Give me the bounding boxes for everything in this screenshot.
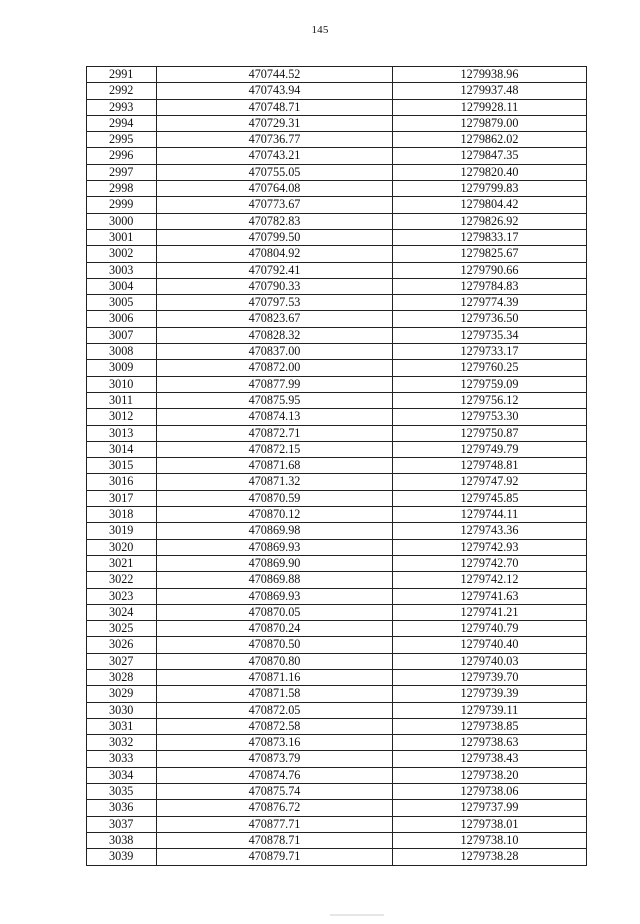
table-row — [87, 523, 587, 539]
y-coordinate-cell: 1279740.03 — [393, 653, 587, 669]
point-number-cell: 3002 — [87, 246, 157, 262]
table-row — [87, 213, 587, 229]
point-number-cell: 3015 — [87, 458, 157, 474]
x-coordinate-cell: 470874.13 — [157, 409, 393, 425]
point-number-cell: 2998 — [87, 181, 157, 197]
point-number-cell: 2995 — [87, 132, 157, 148]
x-coordinate-cell: 470837.00 — [157, 344, 393, 360]
table-row — [87, 360, 587, 376]
y-coordinate-cell: 1279739.70 — [393, 669, 587, 685]
table-row — [87, 132, 587, 148]
table-row — [87, 735, 587, 751]
table-row — [87, 588, 587, 604]
y-coordinate-cell: 1279938.96 — [393, 67, 587, 83]
y-coordinate-cell: 1279740.79 — [393, 621, 587, 637]
table-row — [87, 816, 587, 832]
x-coordinate-cell: 470869.93 — [157, 539, 393, 555]
x-coordinate-cell: 470755.05 — [157, 164, 393, 180]
table-row — [87, 702, 587, 718]
y-coordinate-cell: 1279804.42 — [393, 197, 587, 213]
point-number-cell: 2999 — [87, 197, 157, 213]
x-coordinate-cell: 470878.71 — [157, 832, 393, 848]
y-coordinate-cell: 1279742.12 — [393, 572, 587, 588]
y-coordinate-cell: 1279847.35 — [393, 148, 587, 164]
y-coordinate-cell: 1279820.40 — [393, 164, 587, 180]
x-coordinate-cell: 470872.00 — [157, 360, 393, 376]
point-number-cell: 3028 — [87, 669, 157, 685]
table-row — [87, 849, 587, 865]
x-coordinate-cell: 470804.92 — [157, 246, 393, 262]
table-row — [87, 181, 587, 197]
point-number-cell: 3038 — [87, 832, 157, 848]
y-coordinate-cell: 1279799.83 — [393, 181, 587, 197]
y-coordinate-cell: 1279738.10 — [393, 832, 587, 848]
table-row — [87, 441, 587, 457]
x-coordinate-cell: 470743.94 — [157, 83, 393, 99]
y-coordinate-cell: 1279735.34 — [393, 327, 587, 343]
x-coordinate-cell: 470869.98 — [157, 523, 393, 539]
y-coordinate-cell: 1279738.28 — [393, 849, 587, 865]
point-number-cell: 3016 — [87, 474, 157, 490]
table-row — [87, 751, 587, 767]
table-row — [87, 246, 587, 262]
table-row — [87, 555, 587, 571]
table-row — [87, 767, 587, 783]
table-row — [87, 572, 587, 588]
point-number-cell: 3006 — [87, 311, 157, 327]
x-coordinate-cell: 470875.95 — [157, 392, 393, 408]
point-number-cell: 3030 — [87, 702, 157, 718]
coordinates-table — [86, 66, 587, 866]
point-number-cell: 3018 — [87, 507, 157, 523]
table-row — [87, 295, 587, 311]
x-coordinate-cell: 470872.71 — [157, 425, 393, 441]
y-coordinate-cell: 1279744.11 — [393, 507, 587, 523]
point-number-cell: 3012 — [87, 409, 157, 425]
point-number-cell: 2994 — [87, 115, 157, 131]
x-coordinate-cell: 470871.68 — [157, 458, 393, 474]
y-coordinate-cell: 1279743.36 — [393, 523, 587, 539]
x-coordinate-cell: 470790.33 — [157, 278, 393, 294]
table-row — [87, 327, 587, 343]
table-row — [87, 490, 587, 506]
point-number-cell: 3033 — [87, 751, 157, 767]
table-row — [87, 148, 587, 164]
point-number-cell: 2992 — [87, 83, 157, 99]
y-coordinate-cell: 1279833.17 — [393, 229, 587, 245]
page-number: 145 — [311, 24, 329, 36]
point-number-cell: 3000 — [87, 213, 157, 229]
x-coordinate-cell: 470744.52 — [157, 67, 393, 83]
x-coordinate-cell: 470748.71 — [157, 99, 393, 115]
table-row — [87, 507, 587, 523]
x-coordinate-cell: 470869.88 — [157, 572, 393, 588]
point-number-cell: 3004 — [87, 278, 157, 294]
table-row — [87, 621, 587, 637]
x-coordinate-cell: 470870.80 — [157, 653, 393, 669]
table-row — [87, 604, 587, 620]
point-number-cell: 3032 — [87, 735, 157, 751]
point-number-cell: 3035 — [87, 784, 157, 800]
x-coordinate-cell: 470874.76 — [157, 767, 393, 783]
table-row — [87, 311, 587, 327]
y-coordinate-cell: 1279738.85 — [393, 718, 587, 734]
x-coordinate-cell: 470871.16 — [157, 669, 393, 685]
table-row — [87, 425, 587, 441]
point-number-cell: 3039 — [87, 849, 157, 865]
x-coordinate-cell: 470877.99 — [157, 376, 393, 392]
y-coordinate-cell: 1279937.48 — [393, 83, 587, 99]
y-coordinate-cell: 1279739.39 — [393, 686, 587, 702]
point-number-cell: 3026 — [87, 637, 157, 653]
point-number-cell: 3005 — [87, 295, 157, 311]
y-coordinate-cell: 1279738.63 — [393, 735, 587, 751]
x-coordinate-cell: 470872.05 — [157, 702, 393, 718]
table-row — [87, 83, 587, 99]
point-number-cell: 3010 — [87, 376, 157, 392]
point-number-cell: 3031 — [87, 718, 157, 734]
point-number-cell: 3001 — [87, 229, 157, 245]
y-coordinate-cell: 1279741.21 — [393, 604, 587, 620]
y-coordinate-cell: 1279736.50 — [393, 311, 587, 327]
y-coordinate-cell: 1279862.02 — [393, 132, 587, 148]
point-number-cell: 3036 — [87, 800, 157, 816]
point-number-cell: 3019 — [87, 523, 157, 539]
y-coordinate-cell: 1279759.09 — [393, 376, 587, 392]
x-coordinate-cell: 470792.41 — [157, 262, 393, 278]
point-number-cell: 3027 — [87, 653, 157, 669]
point-number-cell: 3023 — [87, 588, 157, 604]
point-number-cell: 3011 — [87, 392, 157, 408]
x-coordinate-cell: 470877.71 — [157, 816, 393, 832]
x-coordinate-cell: 470879.71 — [157, 849, 393, 865]
x-coordinate-cell: 470823.67 — [157, 311, 393, 327]
x-coordinate-cell: 470782.83 — [157, 213, 393, 229]
point-number-cell: 3013 — [87, 425, 157, 441]
y-coordinate-cell: 1279738.43 — [393, 751, 587, 767]
x-coordinate-cell: 470828.32 — [157, 327, 393, 343]
point-number-cell: 3008 — [87, 344, 157, 360]
y-coordinate-cell: 1279747.92 — [393, 474, 587, 490]
point-number-cell: 3037 — [87, 816, 157, 832]
x-coordinate-cell: 470872.15 — [157, 441, 393, 457]
table-row — [87, 229, 587, 245]
x-coordinate-cell: 470870.05 — [157, 604, 393, 620]
point-number-cell: 3014 — [87, 441, 157, 457]
y-coordinate-cell: 1279738.20 — [393, 767, 587, 783]
x-coordinate-cell: 470875.74 — [157, 784, 393, 800]
table-row — [87, 474, 587, 490]
y-coordinate-cell: 1279740.40 — [393, 637, 587, 653]
y-coordinate-cell: 1279760.25 — [393, 360, 587, 376]
point-number-cell: 3029 — [87, 686, 157, 702]
x-coordinate-cell: 470876.72 — [157, 800, 393, 816]
y-coordinate-cell: 1279750.87 — [393, 425, 587, 441]
y-coordinate-cell: 1279749.79 — [393, 441, 587, 457]
point-number-cell: 3020 — [87, 539, 157, 555]
point-number-cell: 2991 — [87, 67, 157, 83]
y-coordinate-cell: 1279738.06 — [393, 784, 587, 800]
y-coordinate-cell: 1279790.66 — [393, 262, 587, 278]
x-coordinate-cell: 470799.50 — [157, 229, 393, 245]
point-number-cell: 3021 — [87, 555, 157, 571]
x-coordinate-cell: 470871.58 — [157, 686, 393, 702]
y-coordinate-cell: 1279774.39 — [393, 295, 587, 311]
table-row — [87, 164, 587, 180]
table-row — [87, 686, 587, 702]
point-number-cell: 2996 — [87, 148, 157, 164]
table-row — [87, 67, 587, 83]
x-coordinate-cell: 470873.79 — [157, 751, 393, 767]
point-number-cell: 3034 — [87, 767, 157, 783]
point-number-cell: 3009 — [87, 360, 157, 376]
table-row — [87, 539, 587, 555]
x-coordinate-cell: 470797.53 — [157, 295, 393, 311]
point-number-cell: 2993 — [87, 99, 157, 115]
x-coordinate-cell: 470729.31 — [157, 115, 393, 131]
point-number-cell: 3022 — [87, 572, 157, 588]
table-row — [87, 344, 587, 360]
x-coordinate-cell: 470869.90 — [157, 555, 393, 571]
y-coordinate-cell: 1279739.11 — [393, 702, 587, 718]
point-number-cell: 2997 — [87, 164, 157, 180]
table-row — [87, 653, 587, 669]
x-coordinate-cell: 470870.50 — [157, 637, 393, 653]
point-number-cell: 3025 — [87, 621, 157, 637]
x-coordinate-cell: 470870.59 — [157, 490, 393, 506]
point-number-cell: 3003 — [87, 262, 157, 278]
table-row — [87, 392, 587, 408]
table-row — [87, 637, 587, 653]
y-coordinate-cell: 1279738.01 — [393, 816, 587, 832]
y-coordinate-cell: 1279928.11 — [393, 99, 587, 115]
point-number-cell: 3024 — [87, 604, 157, 620]
y-coordinate-cell: 1279745.85 — [393, 490, 587, 506]
table-row — [87, 115, 587, 131]
coordinates-table-body — [87, 67, 587, 866]
footer-mark — [330, 914, 384, 916]
point-number-cell: 3007 — [87, 327, 157, 343]
x-coordinate-cell: 470873.16 — [157, 735, 393, 751]
table-row — [87, 262, 587, 278]
y-coordinate-cell: 1279742.70 — [393, 555, 587, 571]
x-coordinate-cell: 470870.12 — [157, 507, 393, 523]
x-coordinate-cell: 470869.93 — [157, 588, 393, 604]
table-row — [87, 784, 587, 800]
y-coordinate-cell: 1279753.30 — [393, 409, 587, 425]
y-coordinate-cell: 1279879.00 — [393, 115, 587, 131]
table-row — [87, 669, 587, 685]
table-row — [87, 376, 587, 392]
y-coordinate-cell: 1279737.99 — [393, 800, 587, 816]
y-coordinate-cell: 1279825.67 — [393, 246, 587, 262]
x-coordinate-cell: 470736.77 — [157, 132, 393, 148]
table-row — [87, 409, 587, 425]
table-row — [87, 197, 587, 213]
x-coordinate-cell: 470773.67 — [157, 197, 393, 213]
table-row — [87, 278, 587, 294]
y-coordinate-cell: 1279756.12 — [393, 392, 587, 408]
y-coordinate-cell: 1279748.81 — [393, 458, 587, 474]
y-coordinate-cell: 1279826.92 — [393, 213, 587, 229]
y-coordinate-cell: 1279784.83 — [393, 278, 587, 294]
x-coordinate-cell: 470743.21 — [157, 148, 393, 164]
x-coordinate-cell: 470870.24 — [157, 621, 393, 637]
table-row — [87, 99, 587, 115]
table-row — [87, 800, 587, 816]
x-coordinate-cell: 470871.32 — [157, 474, 393, 490]
table-row — [87, 718, 587, 734]
table-row — [87, 832, 587, 848]
table-row — [87, 458, 587, 474]
y-coordinate-cell: 1279733.17 — [393, 344, 587, 360]
y-coordinate-cell: 1279741.63 — [393, 588, 587, 604]
x-coordinate-cell: 470764.08 — [157, 181, 393, 197]
point-number-cell: 3017 — [87, 490, 157, 506]
y-coordinate-cell: 1279742.93 — [393, 539, 587, 555]
x-coordinate-cell: 470872.58 — [157, 718, 393, 734]
